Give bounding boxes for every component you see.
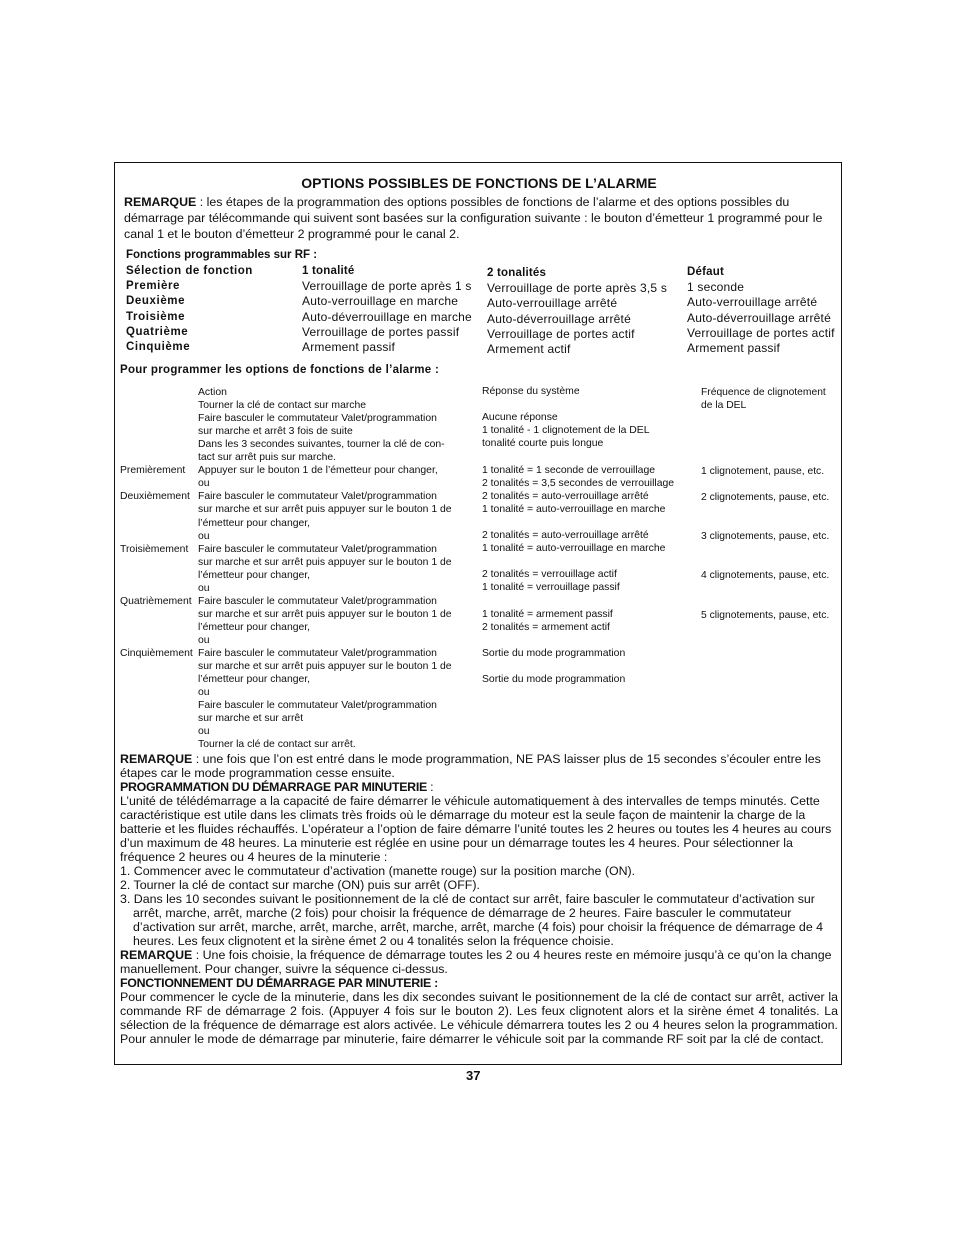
rf-cell: Auto-déverrouillage arrêté (487, 311, 631, 326)
rf-cell: Troisième (126, 310, 186, 323)
action-line: Tourner la clé de contact sur arrêt. (198, 739, 356, 751)
action-line: l’émetteur pour changer, (198, 621, 311, 633)
response-line: 2 tonalités = auto-verrouillage arrêté (482, 491, 649, 502)
action-line: sur marche et arrêt 3 fois de suite (198, 426, 353, 438)
action-line: l’émetteur pour changer, (198, 674, 311, 686)
rf-cell: Armement actif (487, 342, 571, 357)
rf-col-header: Défaut (687, 266, 724, 278)
freq-header: Fréquence de clignotement (701, 387, 826, 398)
rf-cell: Cinquième (126, 341, 191, 354)
response-line: 2 tonalités = armement actif (482, 622, 610, 633)
action-line: Dans les 3 secondes suivantes, tourner la clé de con- (198, 439, 445, 451)
action-line: Faire basculer le commutateur Valet/programmation (198, 543, 437, 555)
freq-header: de la DEL (701, 400, 747, 411)
response-line: 1 tonalité = verrouillage passif (482, 582, 620, 593)
action-line: Faire basculer le commutateur Valet/programmation (198, 648, 437, 659)
page-number: 37 (466, 1068, 481, 1083)
response-line: 1 tonalité = auto-verrouillage en marche (482, 543, 666, 554)
rf-cell: Armement passif (302, 340, 396, 355)
rf-cell: Auto-déverrouillage arrêté (687, 310, 831, 325)
timer-step-1: 1. Commencer avec le commutateur d’activation (manette rouge) sur la position marche (ON). (120, 864, 636, 878)
rf-cell: Auto-verrouillage arrêté (487, 296, 618, 311)
response-line: 2 tonalités = auto-verrouillage arrêté (482, 530, 649, 541)
page-title: OPTIONS POSSIBLES DE FONCTIONS DE L’ALARME (301, 175, 657, 191)
response-line: 1 tonalité = auto-verrouillage en marche (482, 504, 666, 515)
action-line: l’émetteur pour changer, (198, 569, 311, 581)
rf-cell: Auto-verrouillage en marche (302, 294, 459, 309)
response-line: Aucune réponse (482, 412, 558, 423)
note-label: REMARQUE (124, 195, 197, 209)
response-line: 2 tonalités = verrouillage actif (482, 569, 617, 580)
action-line: Appuyer sur le bouton 1 de l’émetteur pour changer, (198, 465, 438, 477)
rf-cell: Auto-verrouillage arrêté (687, 295, 818, 310)
rf-cell: Armement passif (687, 341, 781, 356)
rf-cell: Première (126, 280, 181, 293)
freq-line: 4 clignotements, pause, etc. (701, 570, 830, 581)
timer-step-2: 2. Tourner la clé de contact sur marche (ON) puis sur arrêt (OFF). (120, 878, 480, 892)
response-header: Réponse du système (482, 386, 580, 397)
action-line: ou (198, 726, 210, 738)
response-line: 1 tonalité = 1 seconde de verrouillage (482, 465, 656, 476)
rf-col-header: 2 tonalités (487, 267, 547, 279)
rf-col-2-tones (487, 266, 667, 357)
response-line: Sortie du mode programmation (482, 648, 626, 659)
action-line: l’émetteur pour changer, (198, 517, 311, 529)
page-frame (114, 162, 842, 1065)
action-line: sur marche et sur arrêt puis appuyer sur le bouton 1 de (198, 556, 452, 568)
rf-cell: Auto-déverrouillage en marche (302, 309, 472, 324)
operation-text: Pour commencer le cycle de la minuterie, dans les dix secondes suivant le positionnement de la clé de contact sur arrêt, activer la commande RF de démarrage 2 fois. (Appuyer 4 fois sur le bouton 2). Les feux clignotent alors et la sirène émet 4 tonalités. La sélection de la fréquence de démarrage est alors activée. Le véhicule démarrera toutes les 2 ou 4 heures selon la programmation. Pour annuler le mode de démarrage par minuterie, faire démarrer le véhicule soit par la commande RF soit par la clé de contact. (120, 990, 838, 1046)
program-row-label: Quatrièmement (120, 596, 192, 607)
action-line: sur marche et sur arrêt puis appuyer sur le bouton 1 de (198, 661, 452, 673)
action-line: sur marche et sur arrêt (198, 713, 304, 725)
response-line: 1 tonalité - 1 clignotement de la DEL (482, 425, 650, 436)
timer-intro: L’unité de télédémarrage a la capacité de faire démarrer le véhicule automatiquement à des intervalles de temps minutés. Cette caractéristique est utile dans les climats très froids où le démarrage du moteur est la seule façon de maintenir la charge de la batterie et les fluides réchauffés. L’opérateur a l’option de faire démarre l’unité toutes les 2 heures ou toutes les 4 heures au cours d’un maximum de 48 heures. La minuterie est réglée en usine pour un démarrage toutes les 4 heures. Pour sélectionner la fréquence 2 heures ou 4 heures de la minuterie : (120, 794, 832, 864)
rf-cell: 1 seconde (687, 280, 745, 295)
timer-heading-suffix: : (426, 780, 434, 794)
rf-col-selection (126, 264, 253, 355)
program-heading: Pour programmer les options de fonctions de l’alarme : (120, 364, 440, 376)
freq-line: 2 clignotements, pause, etc. (701, 492, 830, 503)
rf-table-heading: Fonctions programmables sur RF : (126, 249, 318, 261)
note-label: REMARQUE (120, 948, 193, 962)
action-line: sur marche et sur arrêt puis appuyer sur le bouton 1 de (198, 504, 452, 516)
timer-step-3: 3. Dans les 10 secondes suivant le positionnement de la clé de contact sur arrêt, faire basculer le commutateur d’activation sur arrêt, marche, arrêt, marche (2 fois) pour choisir la fréquence de démarrage de 2 heures. Faire basculer le commutateur d’activation sur arrêt, marche, arrêt, marche, arrêt, marche, arrêt, marche (4 fois) pour choisir la fréquence de démarrage de 4 heures. Les feux clignotent et la sirène émet 2 ou 4 tonalités selon la fréquence choisie. (120, 892, 824, 948)
action-line: ou (198, 635, 210, 646)
action-line: Faire basculer le commutateur Valet/programmation (198, 595, 437, 607)
action-line: Faire basculer le commutateur Valet/programmation (198, 491, 437, 503)
program-row-label: Troisièmement (120, 544, 189, 555)
response-line: tonalité courte puis longue (482, 438, 604, 449)
rf-cell: Verrouillage de porte après 3,5 s (487, 281, 668, 296)
rf-col-header: 1 tonalité (302, 265, 355, 277)
rf-cell: Verrouillage de portes actif (687, 325, 835, 340)
rf-col-default (687, 265, 835, 356)
program-row-label: Premièrement (120, 465, 186, 476)
action-line: ou (198, 687, 210, 699)
rf-cell: Deuxième (126, 295, 186, 308)
rf-cell: Verrouillage de porte après 1 s (302, 279, 472, 294)
action-line: Action (198, 387, 227, 398)
rf-cell: Verrouillage de portes passif (302, 324, 460, 339)
action-line: ou (198, 530, 210, 542)
freq-line: 3 clignotements, pause, etc. (701, 531, 830, 542)
note-remark-2 (120, 752, 838, 780)
action-line: Faire basculer le commutateur Valet/programmation (198, 700, 437, 712)
timer-heading (120, 780, 838, 794)
rf-cell: Verrouillage de portes actif (487, 326, 635, 341)
note-text: : les étapes de la programmation des options possibles de fonctions de l’alarme et des options possibles du démarrage par télécommande qui suivent sont basées sur la configuration suivante : le bouton d’émetteur 1 programmé pour le canal 1 et le bouton d’émetteur 2 programmé pour le canal 2. (124, 195, 823, 241)
action-line: ou (198, 478, 210, 490)
action-line: ou (198, 582, 210, 594)
program-row-label: Deuxièmement (120, 491, 190, 502)
program-row-label: Cinquièmement (120, 648, 193, 659)
note-label: REMARQUE (120, 752, 193, 766)
rf-col-header: Sélection de fonction (126, 265, 253, 277)
timer-note (120, 948, 838, 976)
note-text: : une fois que l’on est entré dans le mode programmation, NE PAS laisser plus de 15 secondes s’écouler entre les étapes car le mode programmation cesse ensuite. (120, 752, 821, 780)
response-line: 2 tonalités = 3,5 secondes de verrouillage (482, 478, 675, 489)
operation-heading: FONCTIONNEMENT DU DÉMARRAGE PAR MINUTERIE : (120, 976, 438, 990)
timer-heading-text: PROGRAMMATION DU DÉMARRAGE PAR MINUTERIE (120, 780, 427, 794)
action-line: Faire basculer le commutateur Valet/programmation (198, 413, 437, 425)
action-line: tact sur arrêt puis sur marche. (198, 452, 337, 464)
freq-line: 5 clignotements, pause, etc. (701, 610, 830, 621)
response-line: Sortie du mode programmation (482, 674, 626, 685)
note-remark-1 (124, 194, 834, 242)
freq-line: 1 clignotement, pause, etc. (701, 466, 825, 477)
rf-col-1-tone (302, 264, 472, 355)
action-line: Tourner la clé de contact sur marche (198, 400, 367, 412)
note-text: : Une fois choisie, la fréquence de démarrage toutes les 2 ou 4 heures reste en mémoire jusqu’à ce qu’on la change manuellement. Pour changer, suivre la séquence ci-dessus. (120, 948, 832, 976)
response-line: 1 tonalité = armement passif (482, 609, 613, 620)
action-line: sur marche et sur arrêt puis appuyer sur le bouton 1 de (198, 608, 452, 620)
rf-cell: Quatrième (126, 325, 189, 338)
